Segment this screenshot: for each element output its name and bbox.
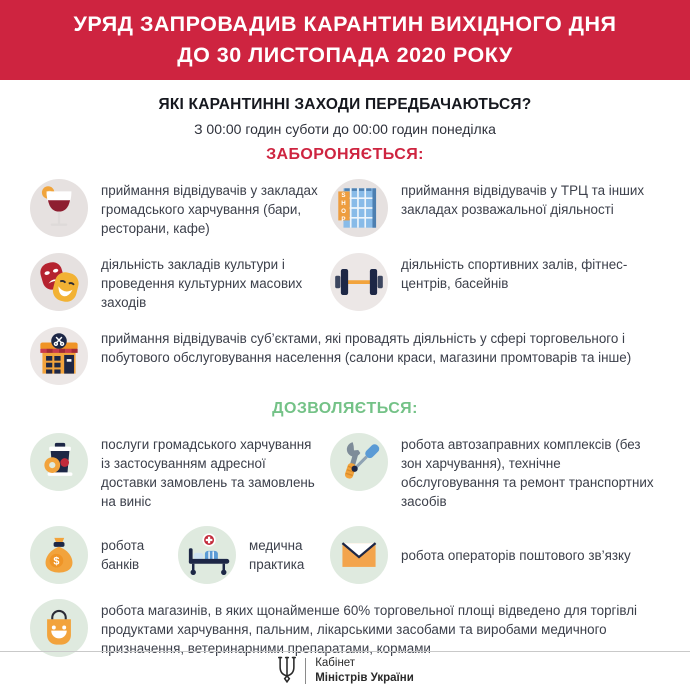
header-title-line1: УРЯД ЗАПРОВАДИВ КАРАНТИН ВИХІДНОГО ДНЯ: [73, 11, 617, 36]
forbidden-item-gyms: [330, 253, 660, 312]
shop-sign-label: SHOP: [340, 192, 347, 224]
shopping-mall-icon: [330, 179, 388, 237]
allowed-item-medicine: [178, 526, 330, 584]
header-banner: [0, 0, 690, 80]
forbidden-item-restaurants: [30, 179, 330, 238]
repair-tools-icon: [330, 433, 388, 491]
medical-bed-icon: [178, 526, 236, 584]
header-title-line2: ДО 30 ЛИСТОПАДА 2020 РОКУ: [177, 43, 513, 67]
forbidden-item-text: приймання відвідувачів суб’єктами, які провадять діяльність у сфері торговельного і побутового обслуговування населення (салони краси, магазини промтоварів та інше): [101, 331, 632, 366]
footer: [0, 651, 690, 690]
allowed-item-post: [330, 526, 660, 584]
forbidden-item-text: діяльність спортивних залів, фітнес-центрів, басейнів: [401, 257, 628, 292]
theater-masks-icon: [30, 253, 88, 311]
envelope-icon: [330, 526, 388, 584]
forbidden-item-culture: [30, 253, 330, 312]
allowed-item-text: робота магазинів, в яких щонайменше 60% торговельної площі відведено для торгівлі продуктами харчування, пальним, лікарськими засобами та виробами медичного призначення, ветеринарними препаратами, кормами: [101, 603, 638, 657]
allowed-heading: ДОЗВОЛЯЄТЬСЯ:: [272, 400, 418, 418]
allowed-item-text: медична практика: [249, 538, 305, 573]
money-bag-icon: [30, 526, 88, 584]
forbidden-item-malls: [330, 179, 660, 238]
intro-section: [0, 96, 690, 164]
allowed-item-text: робота банків: [101, 538, 145, 573]
dumbbell-icon: [330, 253, 388, 311]
quarantine-period: З 00:00 годин суботи до 00:00 годин понеділка: [194, 121, 496, 137]
forbidden-item-text: діяльність закладів культури і проведення культурних масових заходів: [101, 257, 303, 311]
footer-divider: [305, 658, 306, 684]
forbidden-item-text: приймання відвідувачів у ТРЦ та інших закладах розважальної діяльності: [401, 183, 645, 218]
allowed-item-text: робота автозаправних комплексів (без зон харчування), технічне обслуговування та ремонт транспортних засобів: [401, 437, 654, 510]
allowed-item-repair: [330, 433, 660, 511]
forbidden-item-services: [30, 327, 660, 385]
allowed-item-delivery: [30, 433, 330, 511]
wine-glass-icon: [30, 179, 88, 237]
allowed-item-text: послуги громадського харчування із застосуванням адресної доставки замовлень та замовлень на виніс: [101, 437, 315, 510]
forbidden-item-text: приймання відвідувачів у закладах громадського харчування (бари, ресторани, кафе): [101, 183, 318, 237]
content: [0, 179, 690, 658]
footer-org-line1: Кабінет: [315, 657, 356, 670]
allowed-item-shops: [30, 599, 660, 658]
forbidden-heading: ЗАБОРОНЯЄТЬСЯ:: [266, 146, 424, 163]
allowed-item-text: робота операторів поштового зв’язку: [401, 547, 631, 563]
storefront-icon: [30, 327, 88, 385]
shopping-bag-icon: [30, 599, 88, 657]
tryzub-icon: [276, 655, 298, 688]
section-question: ЯКІ КАРАНТИННІ ЗАХОДИ ПЕРЕДБАЧАЮТЬСЯ?: [158, 96, 532, 113]
food-delivery-icon: [30, 433, 88, 491]
footer-org-line2: Міністрів України: [315, 672, 414, 684]
allowed-item-banks: [30, 526, 178, 584]
dollar-symbol: $: [53, 555, 60, 568]
